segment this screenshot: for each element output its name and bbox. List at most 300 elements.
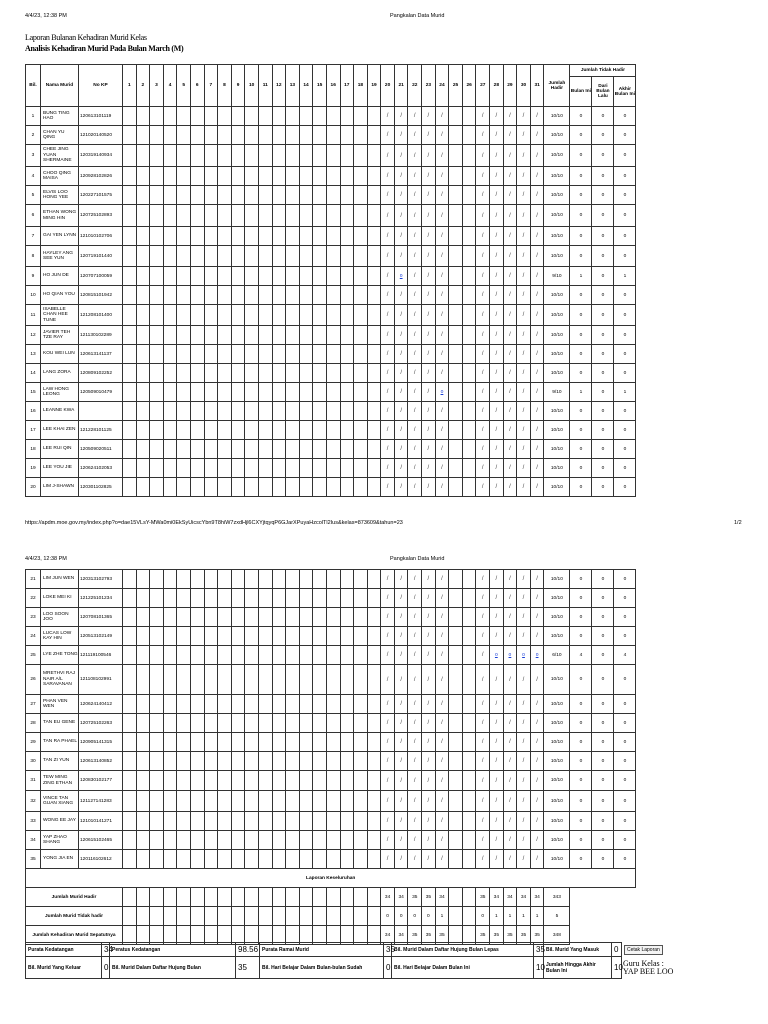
empty-day-cell (231, 126, 245, 145)
present-mark: / (503, 402, 517, 421)
empty-day-cell (367, 831, 381, 850)
present-mark: / (490, 126, 504, 145)
empty-day-cell (354, 364, 368, 383)
empty-day-cell (258, 267, 272, 286)
empty-day-cell (313, 695, 327, 714)
empty-day-cell (163, 326, 177, 345)
present-mark: / (517, 850, 531, 869)
student-tidak-hadir-bulan-ini: 0 (570, 126, 592, 145)
present-mark: / (517, 107, 531, 126)
student-bil: 18 (26, 440, 41, 459)
student-tidak-hadir-akhir: 0 (614, 570, 636, 589)
present-mark: / (517, 421, 531, 440)
present-mark: / (476, 345, 490, 364)
student-jumlah-hadir: 10/10 (544, 326, 570, 345)
empty-day-cell (245, 478, 259, 497)
empty-day-cell (136, 608, 150, 627)
absent-mark-link[interactable]: o (517, 646, 531, 665)
student-tidak-hadir-bulan-lalu: 0 (592, 608, 614, 627)
empty-day-cell (286, 771, 300, 791)
present-mark: / (476, 478, 490, 497)
empty-day-cell (354, 345, 368, 364)
empty-day-cell (123, 570, 137, 589)
empty-day-cell (354, 665, 368, 695)
empty-day-cell (367, 305, 381, 326)
empty-day-cell (177, 589, 191, 608)
student-name: WONG EE JAY (41, 812, 79, 831)
present-mark: / (503, 305, 517, 326)
empty-day-cell (177, 383, 191, 402)
empty-day-cell (245, 714, 259, 733)
empty-day-cell (136, 227, 150, 246)
empty-day-cell (367, 440, 381, 459)
page-number: 1/2 (734, 520, 742, 526)
empty-day-cell (258, 326, 272, 345)
empty-day-cell (123, 402, 137, 421)
empty-day-cell (326, 145, 340, 167)
empty-day-cell (177, 145, 191, 167)
empty-day-cell (340, 752, 354, 771)
empty-day-cell (177, 850, 191, 869)
empty-day-cell (449, 383, 463, 402)
empty-day-cell (367, 791, 381, 812)
present-mark: / (490, 733, 504, 752)
empty-day-cell (326, 812, 340, 831)
empty-day-cell (177, 812, 191, 831)
empty-day-cell (123, 227, 137, 246)
present-mark: / (476, 305, 490, 326)
empty-day-cell (177, 402, 191, 421)
student-jumlah-hadir: 10/10 (544, 608, 570, 627)
empty-day-cell (313, 646, 327, 665)
empty-day-cell (272, 145, 286, 167)
empty-day-cell (299, 205, 313, 227)
empty-day-cell (245, 733, 259, 752)
empty-day-cell (218, 907, 232, 926)
empty-day-cell (272, 831, 286, 850)
keluar-value: 0 (102, 957, 110, 979)
empty-day-cell (177, 227, 191, 246)
empty-day-cell (204, 205, 218, 227)
summary-day-value: 0 (476, 907, 490, 926)
student-row (26, 364, 636, 383)
empty-day-cell (258, 364, 272, 383)
empty-day-cell (218, 752, 232, 771)
empty-day-cell (299, 812, 313, 831)
absent-mark-link[interactable]: o (530, 646, 544, 665)
empty-day-cell (449, 267, 463, 286)
empty-day-cell (462, 383, 476, 402)
empty-day-cell (177, 305, 191, 326)
report-title: Laporan Bulanan Kehadiran Murid Kelas (25, 33, 147, 42)
empty-day-cell (299, 402, 313, 421)
student-name: TAN RA PHAEL (41, 733, 79, 752)
empty-day-cell (177, 627, 191, 646)
empty-day-cell (258, 186, 272, 205)
student-jumlah-hadir: 10/10 (544, 286, 570, 305)
empty-day-cell (299, 627, 313, 646)
present-mark: / (422, 126, 436, 145)
student-jumlah-hadir: 10/10 (544, 107, 570, 126)
empty-day-cell (286, 227, 300, 246)
student-bil: 10 (26, 286, 41, 305)
present-mark: / (517, 714, 531, 733)
empty-day-cell (163, 205, 177, 227)
empty-day-cell (204, 646, 218, 665)
empty-day-cell (231, 791, 245, 812)
empty-day-cell (218, 570, 232, 589)
empty-day-cell (123, 831, 137, 850)
empty-day-cell (449, 627, 463, 646)
empty-day-cell (286, 665, 300, 695)
student-tidak-hadir-bulan-lalu: 0 (592, 383, 614, 402)
empty-day-cell (136, 752, 150, 771)
empty-day-cell (123, 907, 137, 926)
summary-day-value: 1 (503, 907, 517, 926)
present-mark: / (517, 478, 531, 497)
present-mark: / (422, 186, 436, 205)
student-row (26, 733, 636, 752)
empty-day-cell (150, 145, 164, 167)
empty-day-cell (340, 326, 354, 345)
empty-day-cell (163, 478, 177, 497)
empty-day-cell (150, 812, 164, 831)
student-jumlah-hadir: 10/10 (544, 167, 570, 186)
empty-day-cell (462, 267, 476, 286)
empty-day-cell (367, 205, 381, 227)
empty-day-cell (177, 326, 191, 345)
empty-day-cell (258, 888, 272, 907)
absent-mark-link[interactable]: o (394, 267, 408, 286)
peratus-value: 98.56 (236, 943, 260, 957)
student-tidak-hadir-bulan-ini: 0 (570, 608, 592, 627)
col-day: 16 (326, 65, 340, 107)
empty-day-cell (190, 831, 204, 850)
student-kp: 120613101119 (79, 107, 123, 126)
empty-day-cell (245, 627, 259, 646)
present-mark: / (530, 478, 544, 497)
present-mark: / (408, 627, 422, 646)
empty-day-cell (449, 478, 463, 497)
present-mark: / (422, 440, 436, 459)
present-mark: / (422, 345, 436, 364)
student-name: HO QIAN YOU (41, 286, 79, 305)
student-name: LANG ZORA (41, 364, 79, 383)
empty-day-cell (299, 570, 313, 589)
empty-day-cell (299, 326, 313, 345)
summary-row (26, 888, 636, 907)
student-kp: 121208101400 (79, 305, 123, 326)
present-mark: / (490, 608, 504, 627)
student-bil: 12 (26, 326, 41, 345)
student-kp: 120615102465 (79, 831, 123, 850)
empty-day-cell (449, 126, 463, 145)
present-mark: / (517, 227, 531, 246)
empty-day-cell (367, 126, 381, 145)
empty-day-cell (190, 665, 204, 695)
present-mark: / (381, 421, 395, 440)
empty-day-cell (136, 246, 150, 267)
student-tidak-hadir-bulan-lalu: 0 (592, 478, 614, 497)
empty-day-cell (354, 145, 368, 167)
present-mark: / (503, 589, 517, 608)
present-mark: / (408, 383, 422, 402)
empty-day-cell (340, 733, 354, 752)
present-mark: / (435, 665, 449, 695)
absent-mark-link[interactable]: o (435, 383, 449, 402)
student-row (26, 608, 636, 627)
col-day: 3 (150, 65, 164, 107)
student-tidak-hadir-bulan-ini: 0 (570, 326, 592, 345)
empty-day-cell (258, 459, 272, 478)
student-bil: 28 (26, 714, 41, 733)
present-mark: / (381, 459, 395, 478)
empty-day-cell (313, 107, 327, 126)
present-mark: / (422, 695, 436, 714)
empty-day-cell (190, 383, 204, 402)
empty-day-cell (272, 126, 286, 145)
present-mark: / (408, 326, 422, 345)
student-kp (79, 402, 123, 421)
student-kp: 121119100546 (79, 646, 123, 665)
empty-day-cell (136, 364, 150, 383)
empty-day-cell (286, 888, 300, 907)
present-mark: / (422, 812, 436, 831)
student-name: LEE KHAI ZEN (41, 421, 79, 440)
purata-kedatangan-label: Purata Kedatangan (26, 943, 102, 957)
student-tidak-hadir-bulan-lalu: 0 (592, 267, 614, 286)
present-mark: / (381, 695, 395, 714)
student-kp: 121020140520 (79, 126, 123, 145)
present-mark: / (422, 608, 436, 627)
empty-day-cell (286, 286, 300, 305)
empty-day-cell (136, 627, 150, 646)
hari-sudah-value: 0 (384, 957, 392, 979)
student-kp: 120708101365 (79, 608, 123, 627)
student-tidak-hadir-bulan-lalu: 0 (592, 812, 614, 831)
present-mark: / (517, 326, 531, 345)
present-mark: / (490, 364, 504, 383)
present-mark: / (408, 126, 422, 145)
student-tidak-hadir-akhir: 0 (614, 186, 636, 205)
present-mark: / (490, 695, 504, 714)
present-mark: / (422, 733, 436, 752)
summary-day-value: 1 (490, 907, 504, 926)
empty-day-cell (177, 714, 191, 733)
present-mark: / (530, 246, 544, 267)
empty-day-cell (245, 695, 259, 714)
col-day: 17 (340, 65, 354, 107)
col-day: 20 (381, 65, 395, 107)
present-mark: / (503, 107, 517, 126)
empty-day-cell (340, 570, 354, 589)
student-jumlah-hadir: 10/10 (544, 402, 570, 421)
summary-day-value: 1 (435, 907, 449, 926)
present-mark: / (394, 167, 408, 186)
empty-day-cell (272, 478, 286, 497)
absent-mark-link[interactable]: o (490, 646, 504, 665)
empty-day-cell (136, 286, 150, 305)
empty-day-cell (354, 733, 368, 752)
empty-day-cell (136, 570, 150, 589)
summary-row-total: 343 (544, 888, 570, 907)
absent-mark-link[interactable]: o (503, 646, 517, 665)
empty-day-cell (272, 402, 286, 421)
empty-day-cell (177, 791, 191, 812)
present-mark: / (517, 305, 531, 326)
empty-day-cell (218, 888, 232, 907)
empty-day-cell (340, 695, 354, 714)
present-mark: / (381, 589, 395, 608)
print-report-button[interactable]: Cetak Laporan (624, 945, 663, 955)
summary-day-value: 34 (381, 926, 395, 945)
empty-day-cell (123, 752, 137, 771)
empty-day-cell (150, 850, 164, 869)
student-tidak-hadir-bulan-ini: 0 (570, 791, 592, 812)
empty-day-cell (123, 286, 137, 305)
present-mark: / (422, 383, 436, 402)
empty-day-cell (449, 345, 463, 364)
empty-day-cell (272, 752, 286, 771)
empty-day-cell (326, 421, 340, 440)
empty-day-cell (367, 570, 381, 589)
present-mark: / (394, 771, 408, 791)
summary-row-label: Jumlah Murid Hadir (26, 888, 123, 907)
student-tidak-hadir-bulan-lalu: 0 (592, 326, 614, 345)
present-mark: / (490, 570, 504, 589)
empty-day-cell (313, 145, 327, 167)
empty-day-cell (190, 246, 204, 267)
empty-day-cell (123, 326, 137, 345)
empty-day-cell (462, 421, 476, 440)
student-name: JAVIER TEH TZE RAY (41, 326, 79, 345)
empty-day-cell (272, 888, 286, 907)
empty-day-cell (218, 771, 232, 791)
empty-day-cell (340, 831, 354, 850)
present-mark: / (394, 326, 408, 345)
empty-day-cell (245, 246, 259, 267)
empty-day-cell (462, 478, 476, 497)
empty-day-cell (231, 286, 245, 305)
present-mark: / (408, 107, 422, 126)
empty-day-cell (150, 286, 164, 305)
empty-day-cell (462, 326, 476, 345)
student-tidak-hadir-akhir: 0 (614, 695, 636, 714)
present-mark: / (422, 646, 436, 665)
present-mark: / (408, 665, 422, 695)
student-bil: 25 (26, 646, 41, 665)
empty-day-cell (272, 665, 286, 695)
empty-day-cell (462, 791, 476, 812)
empty-day-cell (449, 145, 463, 167)
empty-day-cell (313, 246, 327, 267)
empty-day-cell (340, 402, 354, 421)
empty-day-cell (313, 205, 327, 227)
present-mark: / (381, 227, 395, 246)
present-mark: / (435, 791, 449, 812)
empty-day-cell (272, 267, 286, 286)
student-row (26, 831, 636, 850)
empty-day-cell (340, 850, 354, 869)
student-name: VINCE TAN GUAN XIANG (41, 791, 79, 812)
empty-day-cell (190, 733, 204, 752)
present-mark: / (394, 850, 408, 869)
empty-day-cell (354, 246, 368, 267)
present-mark: / (435, 589, 449, 608)
empty-day-cell (150, 246, 164, 267)
empty-day-cell (123, 733, 137, 752)
empty-day-cell (163, 608, 177, 627)
student-kp: 120509010479 (79, 383, 123, 402)
empty-day-cell (218, 383, 232, 402)
empty-day-cell (340, 246, 354, 267)
empty-day-cell (190, 695, 204, 714)
empty-day-cell (272, 771, 286, 791)
empty-day-cell (218, 227, 232, 246)
empty-day-cell (354, 286, 368, 305)
present-mark: / (381, 286, 395, 305)
empty-day-cell (367, 167, 381, 186)
empty-day-cell (313, 345, 327, 364)
empty-day-cell (190, 326, 204, 345)
present-mark: / (517, 126, 531, 145)
empty-day-cell (326, 665, 340, 695)
student-jumlah-hadir: 9/10 (544, 383, 570, 402)
student-row (26, 665, 636, 695)
present-mark: / (503, 733, 517, 752)
empty-day-cell (231, 812, 245, 831)
empty-day-cell (218, 850, 232, 869)
empty-day-cell (190, 126, 204, 145)
empty-day-cell (123, 478, 137, 497)
empty-day-cell (136, 478, 150, 497)
present-mark: / (394, 665, 408, 695)
present-mark: / (381, 608, 395, 627)
empty-day-cell (286, 205, 300, 227)
present-mark: / (503, 227, 517, 246)
present-mark: / (530, 145, 544, 167)
present-mark: / (435, 440, 449, 459)
empty-day-cell (163, 589, 177, 608)
empty-day-cell (150, 326, 164, 345)
present-mark: / (503, 459, 517, 478)
present-mark: / (408, 570, 422, 589)
present-mark: / (408, 733, 422, 752)
empty-day-cell (258, 286, 272, 305)
empty-day-cell (177, 267, 191, 286)
empty-day-cell (136, 440, 150, 459)
student-name: LEE YOU JIE (41, 459, 79, 478)
empty-day-cell (449, 459, 463, 478)
present-mark: / (435, 733, 449, 752)
empty-day-cell (340, 589, 354, 608)
empty-day-cell (354, 771, 368, 791)
empty-day-cell (286, 126, 300, 145)
student-name: YAP ZHAO SHANG (41, 831, 79, 850)
empty-day-cell (299, 267, 313, 286)
empty-day-cell (231, 267, 245, 286)
present-mark: / (503, 145, 517, 167)
present-mark: / (381, 570, 395, 589)
empty-day-cell (163, 646, 177, 665)
student-bil: 19 (26, 459, 41, 478)
empty-day-cell (190, 907, 204, 926)
col-day: 8 (218, 65, 232, 107)
col-bil: Bil. (26, 65, 41, 107)
hari-ini-label: Bil. Hari Belajar Dalam Bulan Ini (392, 957, 534, 979)
student-kp: 121108102991 (79, 665, 123, 695)
present-mark: / (381, 246, 395, 267)
